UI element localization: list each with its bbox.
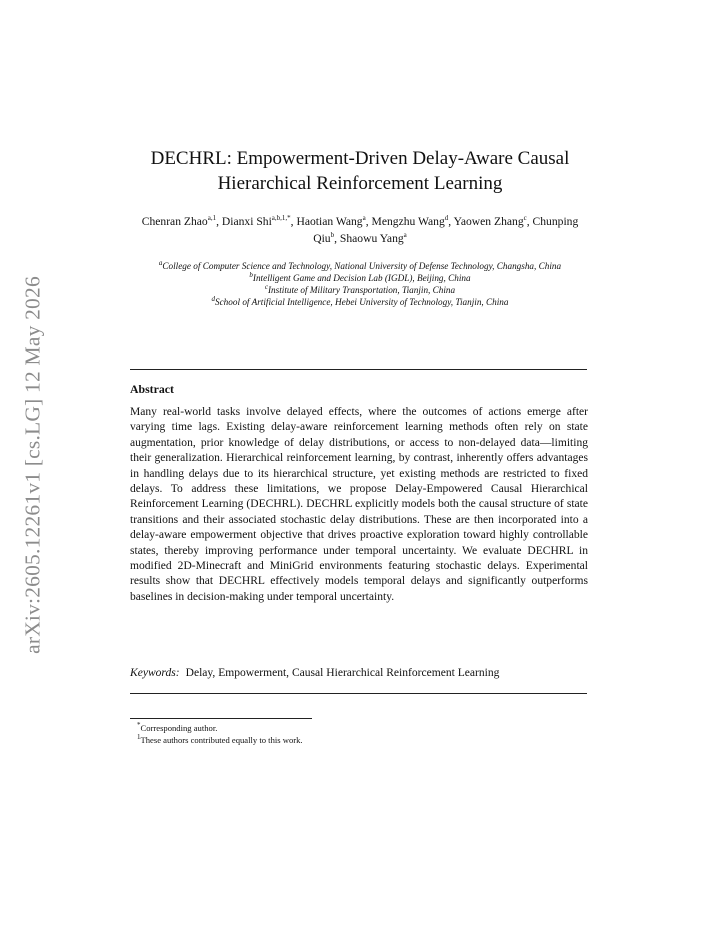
author: Shaowu Yang$^a$ xyxy=(339,231,407,245)
title-line-2: Hierarchical Reinforcement Learning xyxy=(217,173,503,194)
abstract-bottom-rule xyxy=(130,693,587,694)
author: Mengzhu Wang$^d$, xyxy=(371,214,454,228)
affiliation: $^a$College of Computer Science and Technology, National University of Defense Technology, Changsha, China xyxy=(158,258,562,271)
title-line-1: DECHRL: Empowerment-Driven Delay-Aware Causal xyxy=(150,148,570,169)
abstract-top-rule xyxy=(130,369,587,370)
author: Dianxi Shi$^{a,b,1,*}$, xyxy=(221,214,297,228)
keywords xyxy=(130,667,588,679)
abstract-heading: Abstract xyxy=(130,382,174,396)
author: Chenran Zhao$^{a,1}$, xyxy=(141,214,222,228)
author: Haotian Wang$^a$, xyxy=(296,214,372,228)
author: Yaowen Zhang$^c$, xyxy=(453,214,533,228)
footnote: *Corresponding author. xyxy=(137,721,218,733)
affiliation-list xyxy=(130,260,590,308)
arxiv-identifier xyxy=(18,255,48,675)
keywords-text: Delay, Empowerment, Causal Hierarchical Reinforcement Learning xyxy=(185,667,500,679)
keywords-label: Keywords: xyxy=(130,667,180,679)
paper-title xyxy=(120,146,600,196)
author: Chunping Qiu$^b$, xyxy=(313,215,579,245)
affiliation: $^b$Intelligent Game and Decision Lab (IGDL), Beijing, China xyxy=(249,270,471,283)
affiliation: $^d$School of Artificial Intelligence, Hebei University of Technology, Tianjin, China xyxy=(211,294,509,307)
arxiv-identifier-text: arXiv:2605.12261v1 [cs.LG] 12 May 2026 xyxy=(20,276,45,654)
footnote-rule xyxy=(130,718,312,719)
footnote: $^1$These authors contributed equally to this work. xyxy=(137,732,303,745)
author-list xyxy=(130,213,590,247)
affiliation: $^c$Institute of Military Transportation, Tianjin, China xyxy=(264,282,456,295)
footnotes xyxy=(137,723,303,746)
abstract-body: Many real-world tasks involve delayed effects, where the outcomes of actions emerge after varying time lags. Existing delay-aware reinforcement learning methods often rely on state augmentation, prior knowledge of delay distributions, or access to non-delayed data—limiting their generalization. Hierarchical reinforcement learning, by contrast, inherently offers advantages in handling delays due to its hierarchical structure, yet existing methods are restricted to fixed delays. To address these limitations, we propose Delay-Empowered Causal Hierarchical Reinforcement Learning (DECHRL). DECHRL explicitly models both the causal structure of state transitions and their associated stochastic delay distributions. These are then incorporated into a delay-aware empowerment objective that drives proactive exploration toward highly controllable states, thereby improving performance under temporal uncertainty. We evaluate DECHRL in modified 2D-Minecraft and MiniGrid environments featuring stochastic delays. Experimental results show that DECHRL effectively models temporal delays and significantly outperforms baselines in decision-making under temporal uncertainty. xyxy=(130,406,588,603)
